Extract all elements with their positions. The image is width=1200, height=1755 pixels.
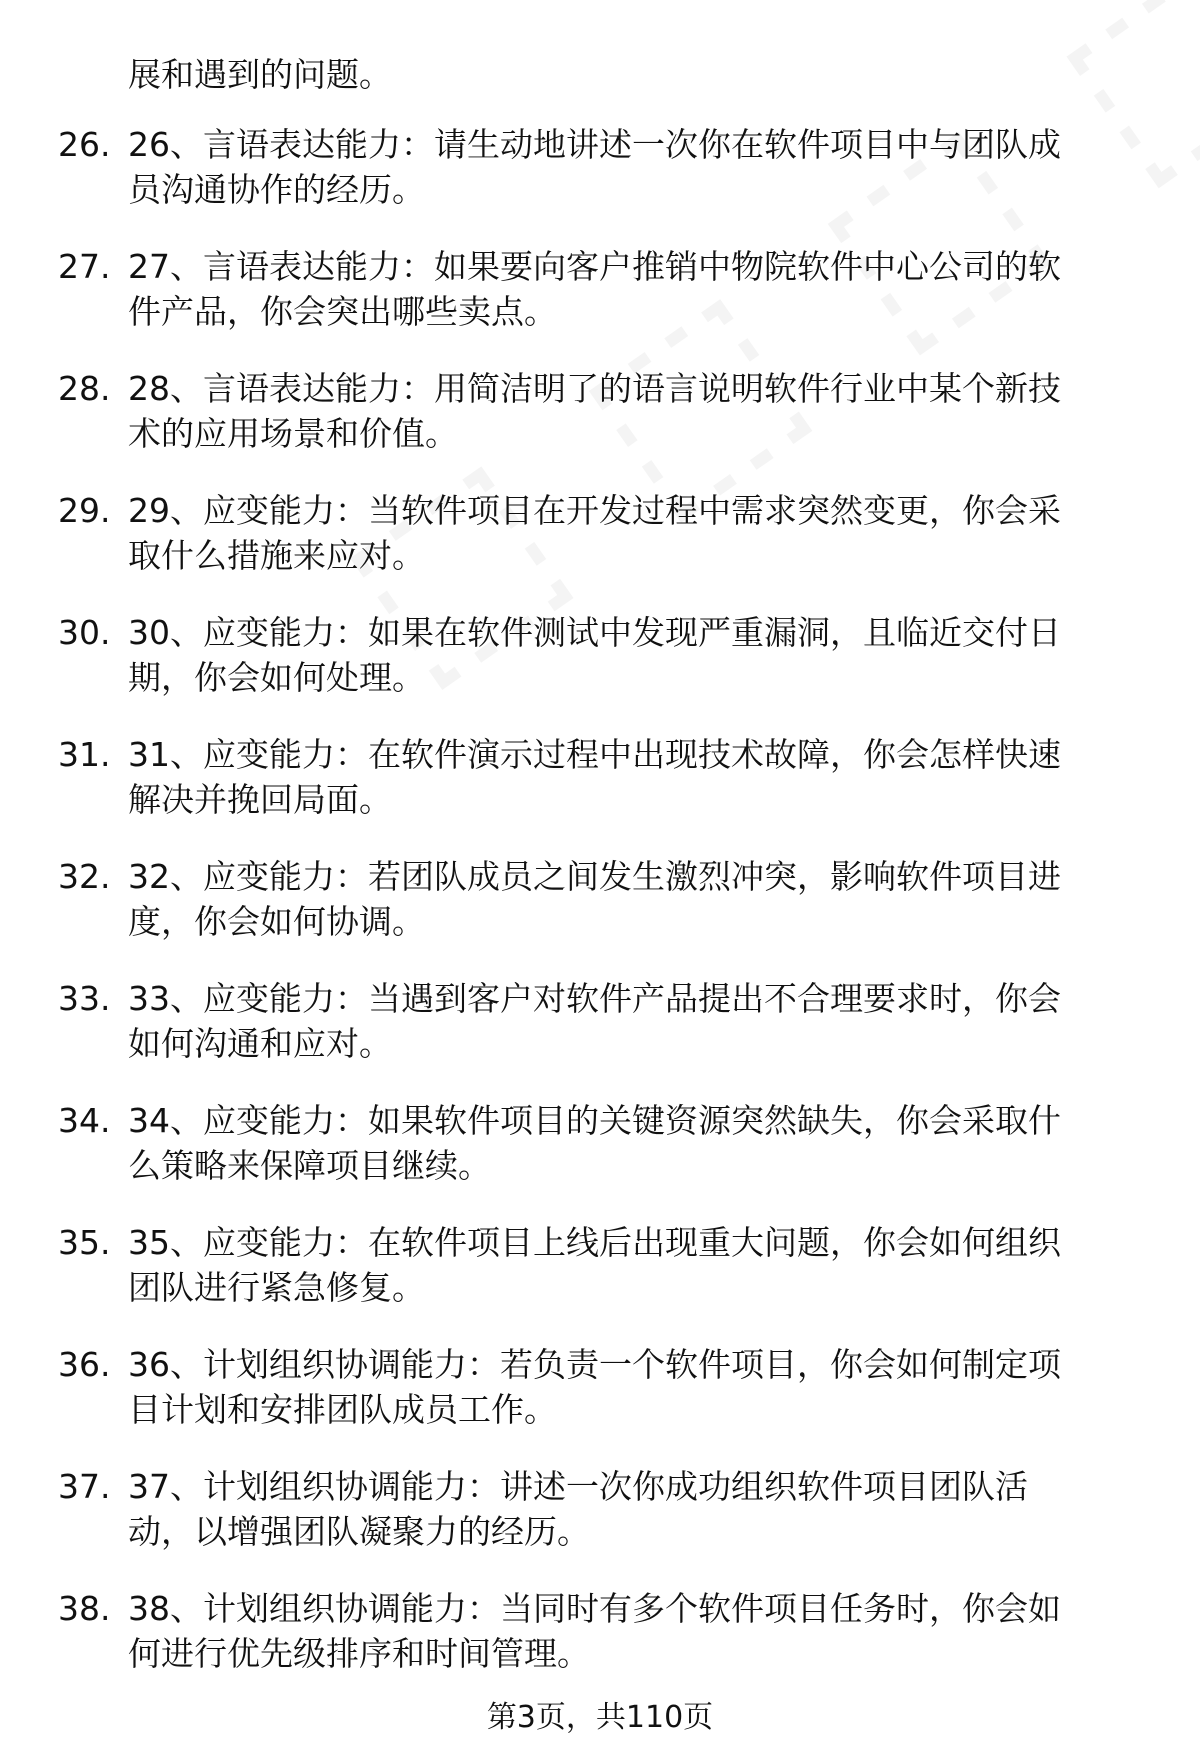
item-text-line-2: 何进行优先级排序和时间管理。 xyxy=(128,1634,590,1673)
item-text xyxy=(128,366,1158,456)
list-item xyxy=(0,244,1200,366)
item-text xyxy=(128,732,1158,822)
item-text-line-2: 解决并挽回局面。 xyxy=(128,780,392,819)
list-item xyxy=(0,1586,1200,1708)
item-text xyxy=(128,1098,1158,1188)
item-number: 26. xyxy=(58,125,111,164)
list-item xyxy=(0,1464,1200,1586)
continuation-text: 展和遇到的问题。 xyxy=(128,55,392,94)
item-text-line-1: 29、应变能力：当软件项目在开发过程中需求突然变更，你会采 xyxy=(128,491,1061,530)
list-item xyxy=(0,732,1200,854)
item-number: 35. xyxy=(58,1223,111,1262)
item-number: 30. xyxy=(58,613,111,652)
item-text-line-2: 期，你会如何处理。 xyxy=(128,658,425,697)
list-item xyxy=(0,488,1200,610)
item-text-line-2: 团队进行紧急修复。 xyxy=(128,1268,425,1307)
list-item xyxy=(0,854,1200,976)
item-number: 29. xyxy=(58,491,111,530)
item-text-line-1: 26、言语表达能力：请生动地讲述一次你在软件项目中与团队成 xyxy=(128,125,1061,164)
item-number: 37. xyxy=(58,1467,111,1506)
list-item xyxy=(0,610,1200,732)
item-text-line-2: 动，以增强团队凝聚力的经历。 xyxy=(128,1512,590,1551)
item-number: 31. xyxy=(58,735,111,774)
item-number: 27. xyxy=(58,247,111,286)
item-text xyxy=(128,610,1158,700)
list-item xyxy=(0,366,1200,488)
item-number: 38. xyxy=(58,1589,111,1628)
item-text-line-2: 术的应用场景和价值。 xyxy=(128,414,458,453)
item-text xyxy=(128,854,1158,944)
item-text-line-1: 38、计划组织协调能力：当同时有多个软件项目任务时，你会如 xyxy=(128,1589,1061,1628)
item-text xyxy=(128,122,1158,212)
item-text-line-1: 33、应变能力：当遇到客户对软件产品提出不合理要求时，你会 xyxy=(128,979,1061,1018)
list-item xyxy=(0,1220,1200,1342)
item-text-line-1: 30、应变能力：如果在软件测试中发现严重漏洞，且临近交付日 xyxy=(128,613,1061,652)
item-text-line-1: 31、应变能力：在软件演示过程中出现技术故障，你会怎样快速 xyxy=(128,735,1061,774)
item-number: 28. xyxy=(58,369,111,408)
item-text-line-1: 27、言语表达能力：如果要向客户推销中物院软件中心公司的软 xyxy=(128,247,1061,286)
item-number: 32. xyxy=(58,857,111,896)
item-number: 33. xyxy=(58,979,111,1018)
item-text-line-1: 37、计划组织协调能力：讲述一次你成功组织软件项目团队活 xyxy=(128,1467,1028,1506)
item-text-line-1: 28、言语表达能力：用简洁明了的语言说明软件行业中某个新技 xyxy=(128,369,1061,408)
item-text xyxy=(128,1464,1158,1554)
item-text-line-1: 35、应变能力：在软件项目上线后出现重大问题，你会如何组织 xyxy=(128,1223,1061,1262)
item-text xyxy=(128,244,1158,334)
page-footer: 第3页，共110页 xyxy=(486,1700,714,1735)
item-text-line-2: 取什么措施来应对。 xyxy=(128,536,425,575)
item-text-line-1: 34、应变能力：如果软件项目的关键资源突然缺失，你会采取什 xyxy=(128,1101,1061,1140)
item-text xyxy=(128,1342,1158,1432)
item-text xyxy=(128,1586,1158,1676)
item-number: 36. xyxy=(58,1345,111,1384)
item-text-line-1: 32、应变能力：若团队成员之间发生激烈冲突，影响软件项目进 xyxy=(128,857,1061,896)
list-item xyxy=(0,1098,1200,1220)
item-text xyxy=(128,488,1158,578)
question-list xyxy=(0,122,1200,1708)
list-item xyxy=(0,976,1200,1098)
item-number: 34. xyxy=(58,1101,111,1140)
item-text-line-2: 目计划和安排团队成员工作。 xyxy=(128,1390,557,1429)
item-text-line-2: 么策略来保障项目继续。 xyxy=(128,1146,491,1185)
item-text-line-2: 度，你会如何协调。 xyxy=(128,902,425,941)
list-item xyxy=(0,1342,1200,1464)
item-text xyxy=(128,976,1158,1066)
list-item xyxy=(0,122,1200,244)
item-text-line-2: 如何沟通和应对。 xyxy=(128,1024,392,1063)
item-text xyxy=(128,1220,1158,1310)
item-text-line-2: 员沟通协作的经历。 xyxy=(128,170,425,209)
item-text-line-2: 件产品，你会突出哪些卖点。 xyxy=(128,292,557,331)
item-text-line-1: 36、计划组织协调能力：若负责一个软件项目，你会如何制定项 xyxy=(128,1345,1061,1384)
